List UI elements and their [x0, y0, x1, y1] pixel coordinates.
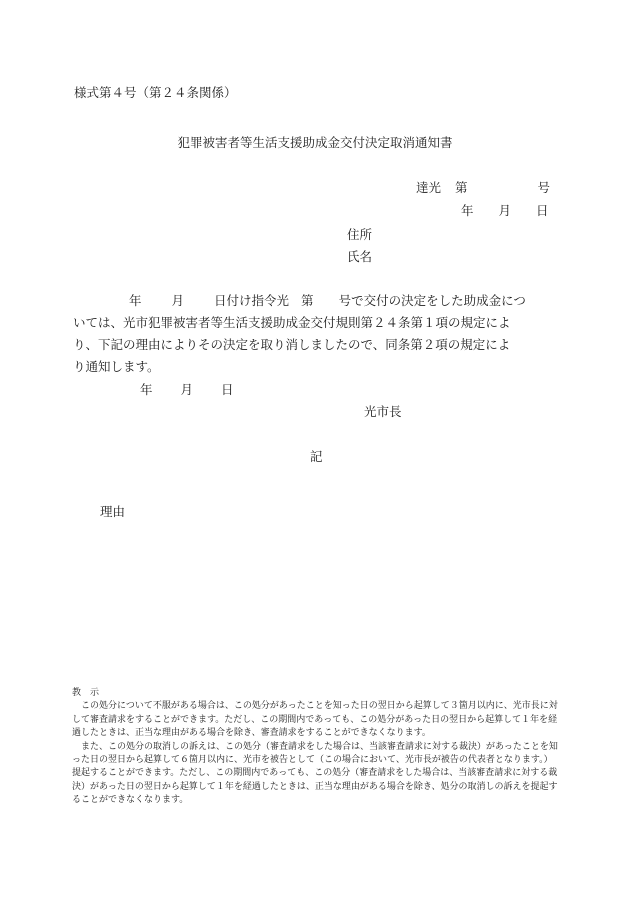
body-text	[73, 290, 563, 378]
legal-notice	[72, 687, 560, 808]
body-month: 月	[171, 293, 185, 308]
ki-heading: 記	[310, 449, 323, 464]
body-line-4: り通知します。	[73, 359, 160, 374]
name-label: 氏名	[347, 249, 373, 264]
form-number: 様式第４号（第２４条関係）	[74, 85, 237, 100]
body-line-3: り、下記の理由によりその決定を取り消しましたので、同条第２項の規定によ	[73, 337, 511, 352]
body-line-1-a: 日付け指令光	[214, 293, 290, 308]
reference-prefix: 達光	[416, 180, 442, 195]
body-year: 年	[129, 293, 142, 308]
header-date-day: 日	[536, 203, 549, 218]
body-line-1	[73, 290, 563, 312]
reference-dai: 第	[455, 180, 468, 195]
header-date-month: 月	[498, 203, 512, 218]
issuer: 光市長	[364, 404, 402, 419]
notice-paragraph-1: この処分について不服がある場合は、この処分があったことを知った日の翌日から起算して３箇月以内に、光市長に対して審査請求をすることができます。ただし、この期間内であっても、この処分があった日の翌日から起算して１年を経過したときは、正当な理由がある場合を除き、審査請求をすることができなくなります。	[72, 701, 558, 739]
document-title: 犯罪被害者等生活支援助成金交付決定取消通知書	[177, 135, 453, 150]
body-date-month: 月	[180, 382, 194, 397]
body-line-1-c: 号で交付の決定をした助成金につ	[338, 293, 526, 308]
body-date	[140, 380, 234, 398]
reason-label: 理由	[100, 504, 126, 519]
address-label: 住所	[347, 227, 373, 242]
body-line-2: いては、光市犯罪被害者等生活支援助成金交付規則第２４条第１項の規定によ	[73, 315, 511, 330]
body-date-year: 年	[140, 382, 153, 397]
reference-go: 号	[537, 180, 551, 195]
body-line-1-b: 第	[301, 293, 314, 308]
body-date-day: 日	[221, 382, 234, 397]
header-date	[461, 201, 549, 219]
notice-heading: 教 示	[72, 688, 100, 698]
notice-paragraph-2: また、この処分の取消しの訴えは、この処分（審査請求をした場合は、当該審査請求に対する裁決）があったことを知った日の翌日から起算して６箇月以内に、光市を被告として（この場合において、光市長が被告の代表者となります。）提起することができます。ただし、この期間内であっても、この処分（審査請求をした場合は、当該審査請求に対する裁決）があった日の翌日から起算して１年を経過したときは、正当な理由がある場合を除き、処分の取消しの訴えを提起することができなくなります。	[72, 741, 558, 806]
header-date-year: 年	[461, 203, 474, 218]
reference-number	[416, 178, 550, 196]
